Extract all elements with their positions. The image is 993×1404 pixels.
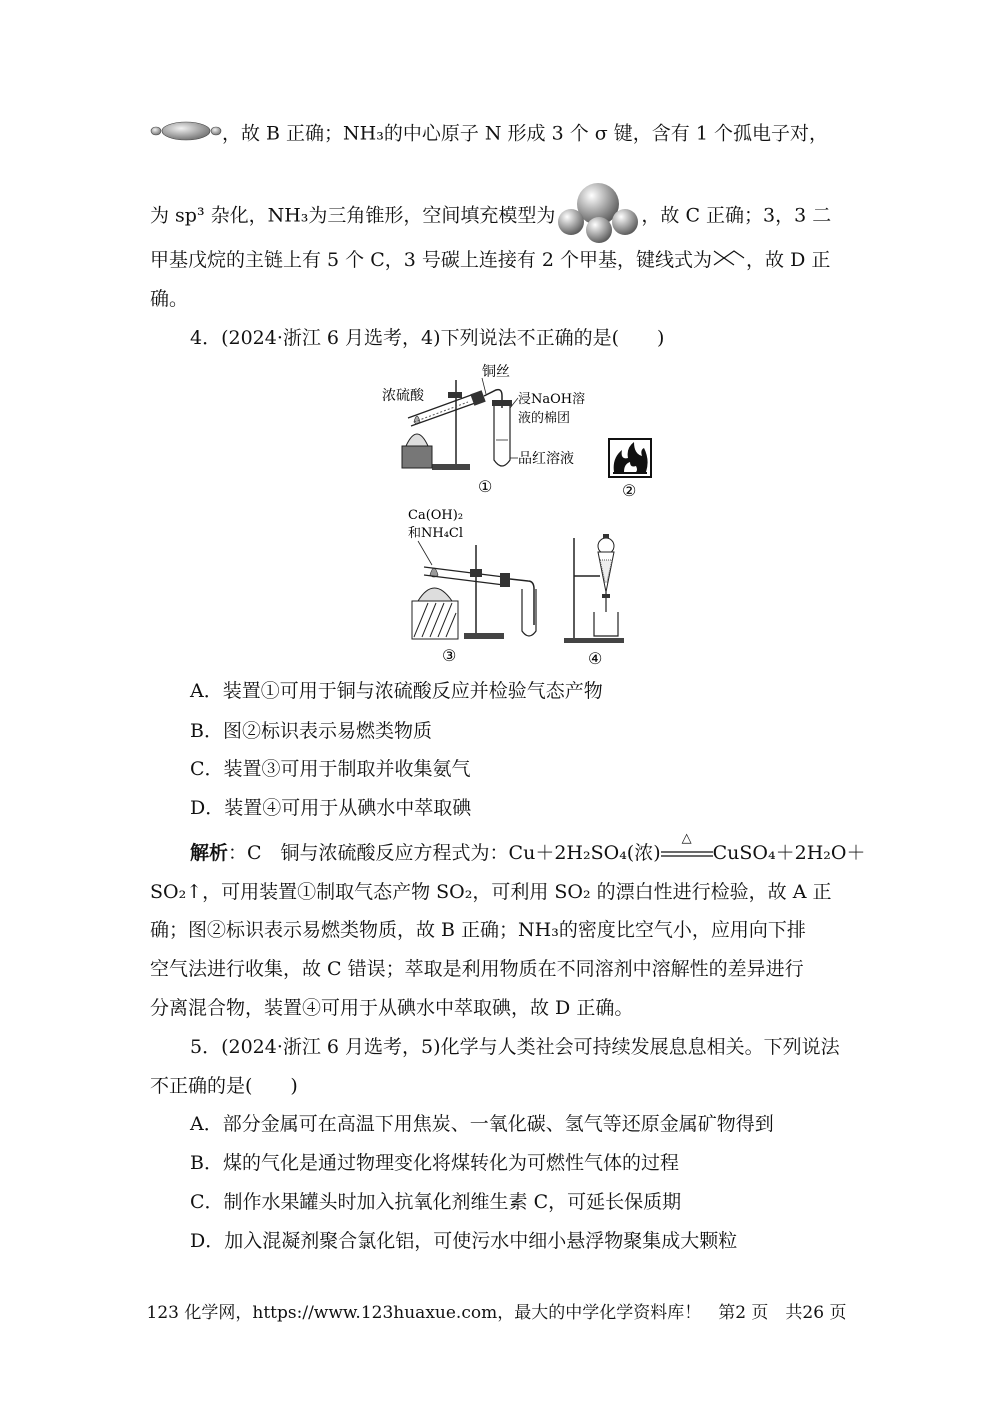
- analysis-line-2: 为 sp³ 杂化，NH₃为三角锥形，空间填充模型为 ，故 C 正确；3，3 二: [150, 182, 842, 251]
- q4-option-b: B．图②标识表示易燃类物质: [190, 720, 432, 742]
- analysis-line-3: 甲基戊烷的主链上有 5 个 C，3 号碳上连接有 2 个甲基，键线式为 ，故 D 正: [150, 247, 842, 275]
- flammable-symbol-figure: [606, 436, 656, 504]
- label-copper-wire: 铜丝: [482, 364, 510, 380]
- analysis-line-1: ，故 B 正确；NH₃的中心原子 N 形成 3 个 σ 键，含有 1 个孤电子对，: [150, 120, 842, 149]
- q5-option-a: A．部分金属可在高温下用焦炭、一氧化碳、氢气等还原金属矿物得到: [190, 1113, 774, 1135]
- q4-option-c: C．装置③可用于制取并收集氨气: [190, 758, 471, 780]
- q4-analysis-line-4: 空气法进行收集，故 C 错误；萃取是利用物质在不同溶剂中溶解性的差异进行: [150, 958, 804, 980]
- apparatus-4-figure: [560, 532, 640, 672]
- q5-option-b: B．煤的气化是通过物理变化将煤转化为可燃性气体的过程: [190, 1152, 679, 1174]
- label-magenta-solution: 品红溶液: [518, 451, 574, 467]
- label-reagent-1: Ca(OH)₂: [408, 508, 464, 523]
- q4-analysis-line-5: 分离混合物，装置④可用于从碘水中萃取碘，故 D 正确。: [150, 997, 634, 1019]
- figure-number-2: ②: [622, 481, 637, 500]
- label-reagent-2: 和NH₄Cl: [408, 526, 464, 541]
- q4-stem: 4．(2024·浙江 6 月选考，4)下列说法不正确的是( ): [190, 327, 665, 349]
- q5-option-d: D．加入混凝剂聚合氯化铝，可使污水中细小悬浮物聚集成大颗粒: [190, 1230, 738, 1252]
- apparatus-3-figure: [404, 505, 564, 671]
- nh3-space-filling-model-image: [555, 182, 641, 251]
- q4-option-d: D．装置④可用于从碘水中萃取碘: [190, 797, 472, 819]
- page-footer: 123 化学网，https://www.123huaxue.com，最大的中学化学资料库！ 第2 页 共26 页: [146, 1303, 847, 1323]
- figure-number-1: ①: [478, 477, 493, 496]
- label-naoh-cotton-1: 浸NaOH溶: [518, 392, 586, 407]
- q4-analysis-line-1: 解析：C 铜与浓硫酸反应方程式为：Cu＋2H₂SO₄(浓) △ CuSO₄＋2H₂O＋: [190, 831, 866, 864]
- molecule-ball-stick-image: [150, 120, 222, 149]
- figure-number-4: ④: [588, 649, 603, 668]
- label-conc-sulfuric-acid: 浓硫酸: [382, 388, 424, 404]
- q4-option-a: A．装置①可用于铜与浓硫酸反应并检验气态产物: [190, 680, 603, 702]
- reaction-condition-arrow: △: [681, 831, 692, 846]
- label-naoh-cotton-2: 液的棉团: [518, 411, 571, 426]
- analysis-line-4: 确。: [150, 288, 189, 310]
- figure-number-3: ③: [442, 646, 457, 665]
- q4-analysis-line-3: 确；图②标识表示易燃类物质，故 B 正确；NH₃的密度比空气小，应用向下排: [150, 919, 806, 941]
- q5-option-c: C．制作水果罐头时加入抗氧化剂维生素 C，可延长保质期: [190, 1191, 682, 1213]
- q5-stem-line-2: 不正确的是( ): [150, 1075, 298, 1097]
- q5-stem-line-1: 5．(2024·浙江 6 月选考，5)化学与人类社会可持续发展息息相关。下列说法: [190, 1036, 840, 1058]
- skeletal-formula-image: [712, 248, 746, 275]
- analysis-label: 解析: [190, 842, 229, 864]
- apparatus-1-figure: [378, 360, 608, 504]
- q4-analysis-line-2: SO₂↑，可用装置①制取气态产物 SO₂，可利用 SO₂ 的漂白性进行检验，故 A 正: [150, 881, 832, 903]
